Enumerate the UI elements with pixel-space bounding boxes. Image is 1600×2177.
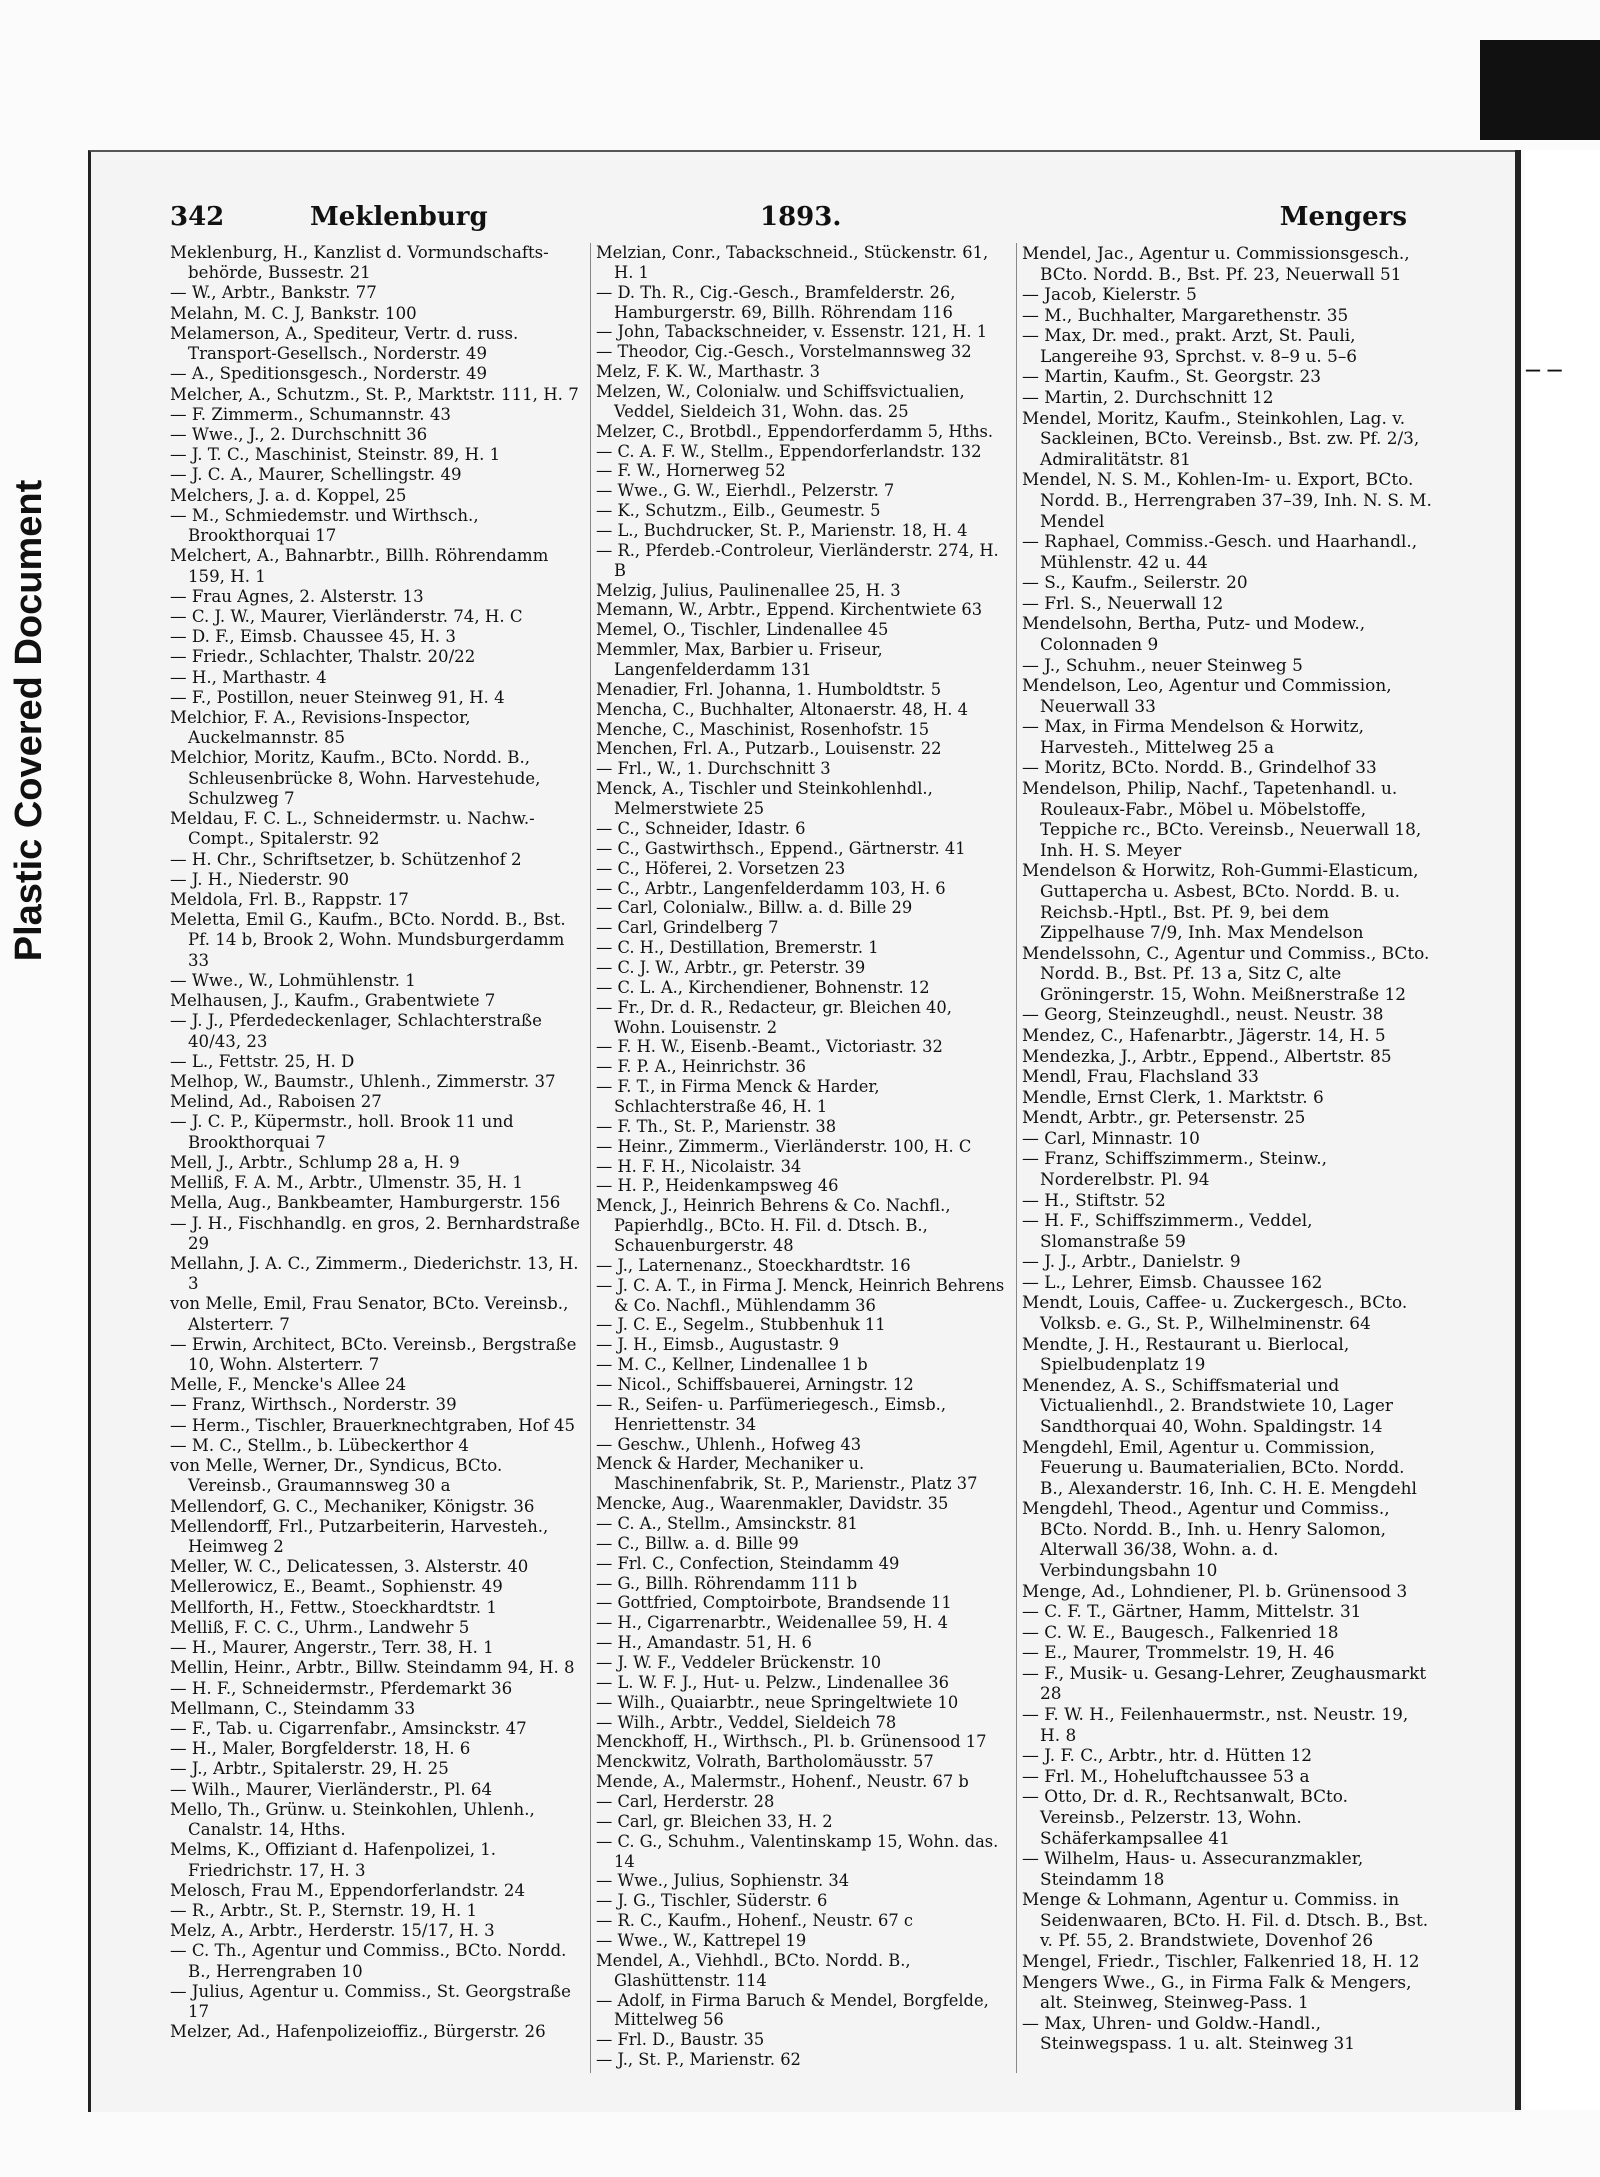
directory-entry: — Geschw., Uhlenh., Hofweg 43 xyxy=(596,1434,862,1454)
directory-entry: — C., Arbtr., Langenfelderdamm 103, H. 6 xyxy=(596,878,946,898)
directory-entry: Melliß, F. C. C., Uhrm., Landwehr 5 xyxy=(170,1617,470,1637)
directory-entry: — L. W. F. J., Hut- u. Pelzw., Lindenallee 36 xyxy=(596,1672,949,1692)
column-right xyxy=(1022,243,1432,2054)
directory-entry: Melhausen, J., Kaufm., Grabentwiete 7 xyxy=(170,991,496,1011)
directory-entry: — J. C. E., Segelm., Stubbenhuk 11 xyxy=(596,1315,886,1335)
directory-entry: — Wilh., Quaiarbtr., neue Springeltwiete 10 xyxy=(596,1692,959,1712)
directory-entry: Memel, O., Tischler, Lindenallee 45 xyxy=(596,620,889,640)
directory-entry: — Wilh., Maurer, Vierländerstr., Pl. 64 xyxy=(170,1779,493,1799)
directory-entry: — Herm., Tischler, Brauerknechtgraben, Hof 45 xyxy=(170,1415,576,1435)
directory-entry: — J. G., Tischler, Süderstr. 6 xyxy=(596,1891,828,1911)
directory-entry: Mendt, Arbtr., gr. Petersenstr. 25 xyxy=(1022,1107,1306,1128)
directory-entry: — J. C. A., Maurer, Schellingstr. 49 xyxy=(170,465,462,485)
directory-entry: — C., Höferei, 2. Vorsetzen 23 xyxy=(596,858,846,878)
directory-entry: — J. H., Fischhandlg. en gros, 2. Bernhardstraße 29 xyxy=(170,1213,580,1253)
directory-entry: Menck, J., Heinrich Behrens & Co. Nachfl., Papierhdlg., BCto. H. Fil. d. Dtsch. B., Schauenburgerstr. 48 xyxy=(596,1196,951,1255)
directory-entry: — S., Kaufm., Seilerstr. 20 xyxy=(1022,572,1248,593)
directory-entry: — H., Maler, Borgfelderstr. 18, H. 6 xyxy=(170,1739,471,1759)
directory-entry: — C., Schneider, Idastr. 6 xyxy=(596,818,806,838)
directory-entry: Mellendorff, Frl., Putzarbeiterin, Harvesteh., Heimweg 2 xyxy=(170,1516,549,1556)
directory-entry: — J. C. A. T., in Firma J. Menck, Heinrich Behrens & Co. Nachfl., Mühlendamm 36 xyxy=(596,1275,1005,1315)
directory-entry: — C. G., Schuhm., Valentinskamp 15, Wohn. das. 14 xyxy=(596,1831,999,1871)
directory-entry: Mengdehl, Emil, Agentur u. Commission, Feuerung u. Baumaterialien, BCto. Nordd. B., Alexanderstr. 16, Inh. C. H. E. Mengdehl xyxy=(1022,1436,1417,1498)
directory-entry: — R., Arbtr., St. P., Sternstr. 19, H. 1 xyxy=(170,1900,478,1920)
directory-entry: — Heinr., Zimmerm., Vierländerstr. 100, H. C xyxy=(596,1136,972,1156)
directory-entry: von Melle, Emil, Frau Senator, BCto. Vereinsb., Alsterterr. 7 xyxy=(170,1294,569,1334)
directory-entry: Menckhoff, H., Wirthsch., Pl. b. Grünensood 17 xyxy=(596,1732,987,1752)
directory-entry: — Martin, 2. Durchschnitt 12 xyxy=(1022,387,1274,408)
directory-entry: — F., Tab. u. Cigarrenfabr., Amsinckstr. 47 xyxy=(170,1718,527,1738)
directory-entry: — C. J. W., Arbtr., gr. Peterstr. 39 xyxy=(596,957,866,977)
directory-entry: Mendelson & Horwitz, Roh-Gummi-Elasticum, Guttapercha u. Asbest, BCto. Nordd. B. u. Reichsb.-Hptl., Bst. Pf. 9, bei dem Zippelhause 7/9, Inh. Max Mendelson xyxy=(1022,860,1419,943)
directory-entry: Mendt, Louis, Caffee- u. Zuckergesch., BCto. Volksb. e. G., St. P., Wilhelminenstr. 64 xyxy=(1022,1292,1408,1334)
scan-border-dark xyxy=(1480,40,1600,140)
directory-entry: — J. J., Arbtr., Danielstr. 9 xyxy=(1022,1251,1241,1272)
directory-entry: — Carl, Minnastr. 10 xyxy=(1022,1127,1200,1148)
column-middle xyxy=(596,243,1006,2070)
directory-entry: — Erwin, Architect, BCto. Vereinsb., Bergstraße 10, Wohn. Alsterterr. 7 xyxy=(170,1334,577,1375)
directory-entry: Mendelsohn, Bertha, Putz- und Modew., Colonnaden 9 xyxy=(1022,613,1366,654)
directory-entry: — M., Buchhalter, Margarethenstr. 35 xyxy=(1022,304,1349,325)
directory-entry: Melzer, C., Brotbdl., Eppendorferdamm 5, Hths. xyxy=(596,421,994,441)
directory-entry: — J. H., Eimsb., Augustastr. 9 xyxy=(596,1335,839,1355)
left-running-head: Meklenburg xyxy=(310,202,488,232)
directory-entry: Mendte, J. H., Restaurant u. Bierlocal, Spielbudenplatz 19 xyxy=(1022,1333,1350,1375)
directory-entry: — M. C., Stellm., b. Lübeckerthor 4 xyxy=(170,1435,469,1455)
column-left xyxy=(170,243,580,2042)
directory-entry: — Frl. S., Neuerwall 12 xyxy=(1022,592,1224,613)
page-header xyxy=(170,202,1415,238)
directory-entry: — Max, in Firma Mendelson & Horwitz, Harvesteh., Mittelweg 25 a xyxy=(1022,716,1364,757)
directory-entry: — R. C., Kaufm., Hohenf., Neustr. 67 c xyxy=(596,1911,914,1931)
page-edge xyxy=(1515,150,1521,2110)
directory-entry: Menge, Ad., Lohndiener, Pl. b. Grünensood 3 xyxy=(1022,1580,1408,1601)
directory-entry: — C. Th., Agentur und Commiss., BCto. Nordd. B., Herrengraben 10 xyxy=(170,1941,567,1981)
directory-entry: — C. H., Destillation, Bremerstr. 1 xyxy=(596,938,879,958)
directory-entry: Mendez, C., Hafenarbtr., Jägerstr. 14, H. 5 xyxy=(1022,1024,1386,1045)
directory-entry: Mella, Aug., Bankbeamter, Hamburgerstr. 156 xyxy=(170,1193,561,1213)
directory-entry: — H., Amandastr. 51, H. 6 xyxy=(596,1633,812,1653)
directory-entry: Melcher, A., Schutzm., St. P., Marktstr. 111, H. 7 xyxy=(170,384,579,404)
directory-entry: — J. T. C., Maschinist, Steinstr. 89, H. 1 xyxy=(170,445,501,465)
directory-entry: — Frl. M., Hoheluftchaussee 53 a xyxy=(1022,1765,1310,1786)
directory-entry: — H. F., Schneidermstr., Pferdemarkt 36 xyxy=(170,1678,513,1698)
directory-entry: — Max, Dr. med., prakt. Arzt, St. Pauli, Langereihe 93, Sprchst. v. 8–9 u. 5–6 xyxy=(1022,325,1358,366)
directory-entry: — Raphael, Commiss.-Gesch. und Haarhandl., Mühlenstr. 42 u. 44 xyxy=(1022,531,1418,572)
directory-entry: Melz, F. K. W., Marthastr. 3 xyxy=(596,362,820,382)
directory-entry: Mengdehl, Theod., Agentur und Commiss., BCto. Nordd. B., Inh. u. Henry Salomon, Alterwall 36/38, Wohn. a. d. Verbindungsbahn 10 xyxy=(1022,1498,1390,1580)
directory-entry: — F. P. A., Heinrichstr. 36 xyxy=(596,1057,806,1077)
directory-entry: Melamerson, A., Spediteur, Vertr. d. russ. Transport-Gesellsch., Norderstr. 49 xyxy=(170,323,519,364)
directory-entry: — Julius, Agentur u. Commiss., St. Georgstraße 17 xyxy=(170,1981,571,2022)
directory-entry: Melchert, A., Bahnarbtr., Billh. Röhrendamm 159, H. 1 xyxy=(170,546,549,586)
directory-entry: — Wwe., Julius, Sophienstr. 34 xyxy=(596,1871,850,1891)
directory-entry: Menchen, Frl. A., Putzarb., Louisenstr. 22 xyxy=(596,739,942,759)
directory-entry: — Frl. C., Confection, Steindamm 49 xyxy=(596,1553,900,1573)
directory-entry: — Fr., Dr. d. R., Redacteur, gr. Bleichen 40, Wohn. Louisenstr. 2 xyxy=(596,997,952,1037)
directory-entry: Mell, J., Arbtr., Schlump 28 a, H. 9 xyxy=(170,1152,460,1172)
directory-entry: Melms, K., Offiziant d. Hafenpolizei, 1. Friedrichstr. 17, H. 3 xyxy=(170,1840,497,1880)
directory-entry: — John, Tabackschneider, v. Essenstr. 121, H. 1 xyxy=(596,322,988,342)
directory-entry: — J., St. P., Marienstr. 62 xyxy=(596,2050,801,2070)
directory-entry: — F. W., Hornerweg 52 xyxy=(596,461,786,481)
directory-entry: Mencha, C., Buchhalter, Altonaerstr. 48, H. 4 xyxy=(596,699,968,719)
directory-entry: Melchers, J. a. d. Koppel, 25 xyxy=(170,485,407,505)
directory-entry: — Frl. D., Baustr. 35 xyxy=(596,2030,765,2050)
directory-entry: Mendelssohn, C., Agentur und Commiss., BCto. Nordd. B., Bst. Pf. 13 a, Sitz C, alte Gröningerstr. 15, Wohn. Meißnerstraße 12 xyxy=(1022,942,1430,1004)
directory-entry: — Jacob, Kielerstr. 5 xyxy=(1022,284,1197,305)
directory-entry: — Frau Agnes, 2. Alsterstr. 13 xyxy=(170,586,424,606)
directory-entry: Meldola, Frl. B., Rappstr. 17 xyxy=(170,890,409,909)
directory-entry: Mellahn, J. A. C., Zimmerm., Diederichstr. 13, H. 3 xyxy=(170,1253,579,1294)
directory-entry: — J., Schuhm., neuer Steinweg 5 xyxy=(1022,654,1303,675)
year: 1893. xyxy=(760,202,842,232)
directory-entry: — J. F. C., Arbtr., htr. d. Hütten 12 xyxy=(1022,1745,1312,1766)
directory-entry: Mellendorf, G. C., Mechaniker, Königstr. 36 xyxy=(170,1496,535,1516)
directory-entry: — H. F., Schiffszimmerm., Veddel, Slomanstraße 59 xyxy=(1022,1210,1313,1251)
directory-entry: — F., Postillon, neuer Steinweg 91, H. 4 xyxy=(170,687,505,707)
directory-entry: Mellforth, H., Fettw., Stoeckhardtstr. 1 xyxy=(170,1597,497,1617)
directory-entry: Mellin, Heinr., Arbtr., Billw. Steindamm 94, H. 8 xyxy=(170,1658,575,1678)
directory-entry: — H. F. H., Nicolaistr. 34 xyxy=(596,1156,802,1176)
directory-entry: — F. Th., St. P., Marienstr. 38 xyxy=(596,1116,837,1136)
directory-entry: Menendez, A. S., Schiffsmaterial und Victualienhdl., 2. Brandstwiete 10, Lager Sandthorquai 40, Wohn. Spaldingstr. 14 xyxy=(1022,1374,1393,1436)
directory-entry: — Georg, Steinzeughdl., neust. Neustr. 38 xyxy=(1022,1004,1384,1025)
directory-entry: — F. Zimmerm., Schumannstr. 43 xyxy=(170,404,451,424)
directory-entry: — Carl, Colonialw., Billw. a. d. Bille 29 xyxy=(596,898,913,918)
directory-entry: — H., Marthastr. 4 xyxy=(170,667,327,687)
next-page-edge xyxy=(1525,150,1600,2110)
directory-entry: Melchior, F. A., Revisions-Inspector, Auckelmannstr. 85 xyxy=(170,708,471,748)
directory-entry: — M., Schmiedemstr. und Wirthsch., Brookthorquai 17 xyxy=(170,505,479,546)
directory-entry: — F. H. W., Eisenb.-Beamt., Victoriastr. 32 xyxy=(596,1037,943,1057)
directory-entry: — J., Arbtr., Spitalerstr. 29, H. 25 xyxy=(170,1759,449,1779)
directory-entry: — C. A. F. W., Stellm., Eppendorferlandstr. 132 xyxy=(596,441,982,461)
directory-entry: — Gottfried, Comptoirbote, Brandsende 11 xyxy=(596,1593,952,1613)
directory-entry: — J. H., Niederstr. 90 xyxy=(170,869,350,889)
side-label-text: Plastic Covered Document xyxy=(8,479,51,961)
directory-entry: — C. J. W., Maurer, Vierländerstr. 74, H. C xyxy=(170,606,523,626)
directory-entry: Melchior, Moritz, Kaufm., BCto. Nordd. B., Schleusenbrücke 8, Wohn. Harvestehude, Schulzweg 7 xyxy=(170,748,541,808)
directory-entry: — H. Chr., Schriftsetzer, b. Schützenhof 2 xyxy=(170,849,522,869)
directory-entry: Mengers Wwe., G., in Firma Falk & Mengers, alt. Steinweg, Steinweg-Pass. 1 xyxy=(1022,1971,1412,2013)
directory-entry: Mende, A., Malermstr., Hohenf., Neustr. 67 b xyxy=(596,1772,969,1792)
directory-entry: — Wwe., W., Kattrepel 19 xyxy=(596,1931,807,1951)
directory-entry: Mendel, Jac., Agentur u. Commissionsgesch., BCto. Nordd. B., Bst. Pf. 23, Neuerwall 51 xyxy=(1022,243,1410,284)
directory-entry: — J. W. F., Veddeler Brückenstr. 10 xyxy=(596,1653,882,1673)
directory-entry: — G., Billh. Röhrendamm 111 b xyxy=(596,1573,858,1593)
directory-entry: — Wwe., G. W., Eierhdl., Pelzerstr. 7 xyxy=(596,481,895,501)
directory-entry: — Theodor, Cig.-Gesch., Vorstelmannsweg 32 xyxy=(596,342,972,362)
directory-entry: — Otto, Dr. d. R., Rechtsanwalt, BCto. Vereinsb., Pelzerstr. 13, Wohn. Schäferkampsallee 41 xyxy=(1022,1786,1349,1848)
directory-entry: — C., Gastwirthsch., Eppend., Gärtnerstr. 41 xyxy=(596,838,966,858)
directory-entry: — E., Maurer, Trommelstr. 19, H. 46 xyxy=(1022,1642,1335,1663)
directory-entry: Melle, F., Mencke's Allee 24 xyxy=(170,1375,407,1395)
directory-entry: — Wwe., J., 2. Durchschnitt 36 xyxy=(170,424,428,444)
directory-entry: — Franz, Wirthsch., Norderstr. 39 xyxy=(170,1395,457,1415)
directory-entry: — C. L. A., Kirchendiener, Bohnenstr. 12 xyxy=(596,977,930,997)
directory-entry: Mellerowicz, E., Beamt., Sophienstr. 49 xyxy=(170,1577,503,1597)
directory-entry: Memann, W., Arbtr., Eppend. Kirchentwiete 63 xyxy=(596,600,983,620)
page-number: 342 xyxy=(170,202,225,232)
directory-entry: — C. W. E., Baugesch., Falkenried 18 xyxy=(1022,1621,1339,1642)
directory-entry: — J., Laternenanz., Stoeckhardtstr. 16 xyxy=(596,1255,911,1275)
directory-entry: — Moritz, BCto. Nordd. B., Grindelhof 33 xyxy=(1022,757,1377,778)
directory-entry: — Martin, Kaufm., St. Georgstr. 23 xyxy=(1022,366,1321,387)
directory-entry: Menadier, Frl. Johanna, 1. Humboldtstr. 5 xyxy=(596,679,942,699)
directory-entry: Melz, A., Arbtr., Herderstr. 15/17, H. 3 xyxy=(170,1921,495,1941)
directory-entry: — H., Cigarrenarbtr., Weidenallee 59, H. 4 xyxy=(596,1613,948,1633)
directory-entry: — L., Buchdrucker, St. P., Marienstr. 18, H. 4 xyxy=(596,521,968,541)
column-divider xyxy=(1016,243,1017,2073)
directory-entry: Mengel, Friedr., Tischler, Falkenried 18, H. 12 xyxy=(1022,1950,1420,1971)
directory-entry: — R., Pferdeb.-Controleur, Vierländerstr. 274, H. B xyxy=(596,540,999,580)
directory-entry: — L., Lehrer, Eimsb. Chaussee 162 xyxy=(1022,1271,1323,1292)
directory-entry: — R., Seifen- u. Parfümeriegesch., Eimsb., Henriettenstr. 34 xyxy=(596,1394,947,1434)
directory-entry: — Friedr., Schlachter, Thalstr. 20/22 xyxy=(170,647,476,667)
directory-entry: Melzer, Ad., Hafenpolizeioffiz., Bürgerstr. 26 xyxy=(170,2022,546,2042)
directory-entry: — K., Schutzm., Eilb., Geumestr. 5 xyxy=(596,501,881,521)
directory-entry: Menge & Lohmann, Agentur u. Commiss. in Seidenwaaren, BCto. H. Fil. d. Dtsch. B., Bst. v. Pf. 55, 2. Brandstwiete, Dovenhof 26 xyxy=(1022,1889,1429,1951)
directory-entry: — Carl, gr. Bleichen 33, H. 2 xyxy=(596,1811,833,1831)
directory-entry: Mendel, Moritz, Kaufm., Steinkohlen, Lag. v. Sackleinen, BCto. Vereinsb., Bst. zw. Pf. 2/3, Admiralitätstr. 81 xyxy=(1022,407,1420,469)
directory-entry: Mendelson, Philip, Nachf., Tapetenhandl. u. Rouleaux-Fabr., Möbel u. Möbelstoffe, Teppiche rc., BCto. Vereinsb., Neuerwall 18, Inh. H. S. Meyer xyxy=(1022,778,1422,860)
directory-entry: Melahn, M. C. J, Bankstr. 100 xyxy=(170,303,417,323)
right-running-head: Mengers xyxy=(1279,202,1407,232)
directory-entry: — Adolf, in Firma Baruch & Mendel, Borgfelde, Mittelweg 56 xyxy=(596,1990,989,2030)
directory-entry: Meller, W. C., Delicatessen, 3. Alsterstr. 40 xyxy=(170,1557,529,1577)
directory-entry: Memmler, Max, Barbier u. Friseur, Langenfelderdamm 131 xyxy=(596,640,883,680)
directory-entry: — L., Fettstr. 25, H. D xyxy=(170,1051,355,1071)
directory-entry: Mendle, Ernst Clerk, 1. Marktstr. 6 xyxy=(1022,1086,1324,1107)
directory-entry: Melliß, F. A. M., Arbtr., Ulmenstr. 35, H. 1 xyxy=(170,1173,523,1193)
directory-entry: — D. F., Eimsb. Chaussee 45, H. 3 xyxy=(170,627,456,647)
directory-entry: — Nicol., Schiffsbauerei, Arningstr. 12 xyxy=(596,1374,914,1394)
directory-entry: — J. C. P., Küpermstr., holl. Brook 11 und Brookthorquai 7 xyxy=(170,1112,514,1152)
directory-entry: — C., Billw. a. d. Bille 99 xyxy=(596,1533,799,1553)
directory-entry: — F. W. H., Feilenhauermstr., nst. Neustr. 19, H. 8 xyxy=(1022,1704,1409,1745)
directory-entry: Melosch, Frau M., Eppendorferlandstr. 24 xyxy=(170,1880,526,1900)
directory-entry: Mendel, N. S. M., Kohlen-Im- u. Export, BCto. Nordd. B., Herrengraben 37–39, Inh. N. S. M. Mendel xyxy=(1022,469,1432,531)
directory-entry: Menck, A., Tischler und Steinkohlenhdl., Melmerstwiete 25 xyxy=(596,779,933,819)
directory-entry: — F. T., in Firma Menck & Harder, Schlachterstraße 46, H. 1 xyxy=(596,1077,880,1116)
directory-entry: — W., Arbtr., Bankstr. 77 xyxy=(170,283,377,303)
directory-entry: Melhop, W., Baumstr., Uhlenh., Zimmerstr. 37 xyxy=(170,1071,556,1091)
directory-entry: von Melle, Werner, Dr., Syndicus, BCto. Vereinsb., Graumannsweg 30 a xyxy=(170,1456,503,1496)
directory-entry: Melzian, Conr., Tabackschneid., Stückenstr. 61, H. 1 xyxy=(596,243,989,282)
directory-entry: Menckwitz, Volrath, Bartholomäusstr. 57 xyxy=(596,1752,934,1772)
directory-entry: Mendl, Frau, Flachsland 33 xyxy=(1022,1066,1259,1087)
directory-entry: Melzig, Julius, Paulinenallee 25, H. 3 xyxy=(596,580,901,600)
directory-entry: — D. Th. R., Cig.-Gesch., Bramfelderstr. 26, Hamburgerstr. 69, Billh. Röhrendam 116 xyxy=(596,282,956,322)
directory-entry: — J. J., Pferdedeckenlager, Schlachterstraße 40/43, 23 xyxy=(170,1011,542,1051)
directory-entry: — Max, Uhren- und Goldw.-Handl., Steinwegspass. 1 u. alt. Steinweg 31 xyxy=(1022,2012,1356,2054)
directory-entry: — A., Speditionsgesch., Norderstr. 49 xyxy=(170,364,488,384)
directory-entry: — H., Stiftstr. 52 xyxy=(1022,1189,1166,1210)
column-divider xyxy=(590,243,591,2073)
directory-entry: — H. P., Heidenkampsweg 46 xyxy=(596,1176,839,1196)
directory-entry: Mendezka, J., Arbtr., Eppend., Albertstr. 85 xyxy=(1022,1045,1392,1066)
directory-entry: — C. A., Stellm., Amsinckstr. 81 xyxy=(596,1514,858,1533)
directory-entry: Menck & Harder, Mechaniker u. Maschinenfabrik, St. P., Marienstr., Platz 37 xyxy=(596,1454,978,1494)
directory-entry: — H., Maurer, Angerstr., Terr. 38, H. 1 xyxy=(170,1638,494,1658)
directory-entry: — Wwe., W., Lohmühlenstr. 1 xyxy=(170,970,416,990)
directory-entry: Mendel, A., Viehhdl., BCto. Nordd. B., Glashüttenstr. 114 xyxy=(596,1950,911,1990)
directory-entry: Melind, Ad., Raboisen 27 xyxy=(170,1092,382,1112)
directory-entry: Meletta, Emil G., Kaufm., BCto. Nordd. B., Bst. Pf. 14 b, Brook 2, Wohn. Mundsburgerdamm 33 xyxy=(170,910,566,970)
directory-entry: Mencke, Aug., Waarenmakler, Davidstr. 35 xyxy=(596,1494,949,1514)
directory-entry: — Franz, Schiffszimmerm., Steinw., Norderelbstr. Pl. 94 xyxy=(1022,1148,1327,1190)
directory-entry: Meldau, F. C. L., Schneidermstr. u. Nachw.-Compt., Spitalerstr. 92 xyxy=(170,809,535,849)
directory-entry: — C. F. T., Gärtner, Hamm, Mittelstr. 31 xyxy=(1022,1601,1362,1622)
directory-entry: — F., Musik- u. Gesang-Lehrer, Zeughausmarkt 28 xyxy=(1022,1662,1427,1704)
directory-entry: Meklenburg, H., Kanzlist d. Vormundschafts-behörde, Bussestr. 21 xyxy=(170,243,549,283)
directory-entry: Melzen, W., Colonialw. und Schiffsvictualien, Veddel, Sieldeich 31, Wohn. das. 25 xyxy=(596,382,965,421)
directory-entry: — M. C., Kellner, Lindenallee 1 b xyxy=(596,1355,868,1375)
directory-entry: — Carl, Herderstr. 28 xyxy=(596,1792,775,1812)
next-page-fragment: — — xyxy=(1525,360,1563,379)
directory-entry: Mendelson, Leo, Agentur und Commission, Neuerwall 33 xyxy=(1022,675,1392,716)
directory-entry: — Wilhelm, Haus- u. Assecuranzmakler, Steindamm 18 xyxy=(1022,1848,1364,1889)
directory-entry: — Carl, Grindelberg 7 xyxy=(596,918,779,938)
side-label xyxy=(0,430,60,1010)
directory-entry: Mellmann, C., Steindamm 33 xyxy=(170,1698,416,1718)
directory-entry: — Wilh., Arbtr., Veddel, Sieldeich 78 xyxy=(596,1712,897,1732)
directory-entry: Menche, C., Maschinist, Rosenhofstr. 15 xyxy=(596,719,930,739)
directory-entry: — Frl., W., 1. Durchschnitt 3 xyxy=(596,759,831,779)
directory-entry: Mello, Th., Grünw. u. Steinkohlen, Uhlenh., Canalstr. 14, Hths. xyxy=(170,1799,535,1840)
